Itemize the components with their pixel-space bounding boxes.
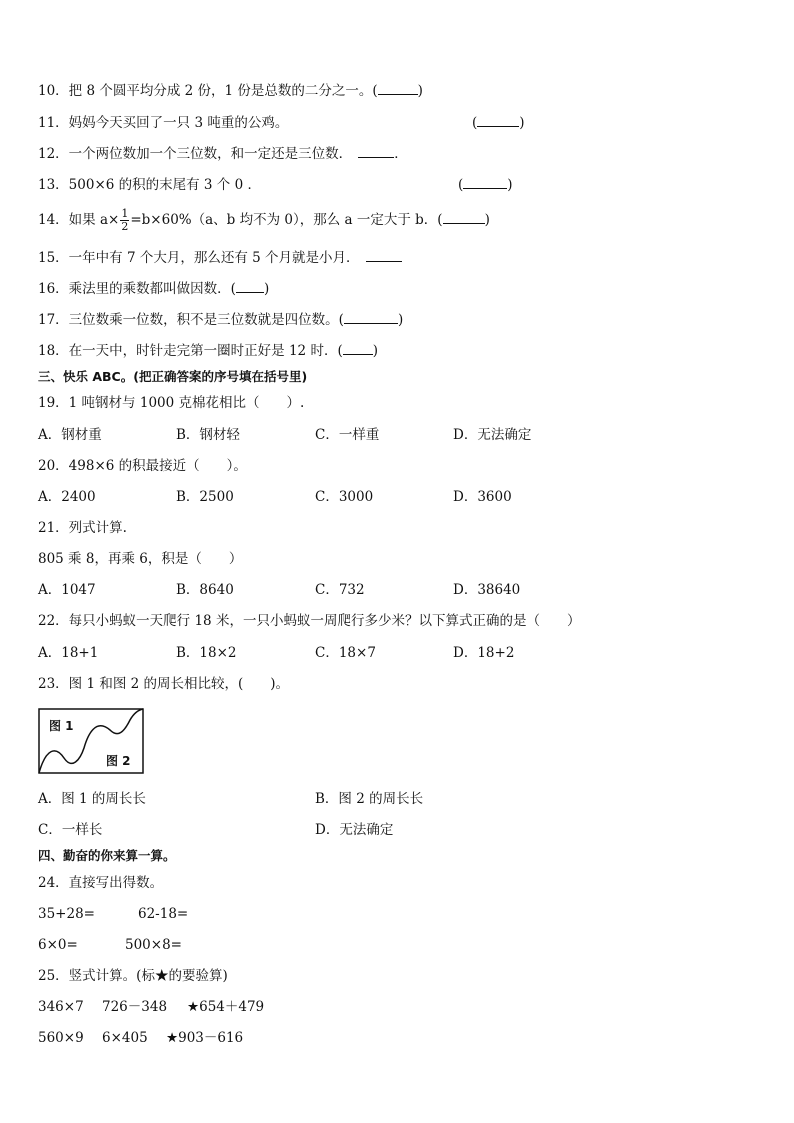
option-c[interactable]: C．一样重 (315, 427, 380, 443)
calc-item: 500×8= (125, 937, 182, 953)
question-23: 23．图 1 和图 2 的周长相比较，( )。 (38, 676, 290, 692)
perimeter-figure (38, 708, 144, 774)
paren-close: ) (507, 177, 513, 193)
option-b[interactable]: B．钢材轻 (176, 427, 240, 443)
option-a[interactable]: A．图 1 的周长长 (38, 791, 146, 807)
question-16 (38, 280, 269, 298)
question-11 (38, 114, 288, 132)
paren-close: ) (372, 343, 378, 359)
option-b[interactable]: B．图 2 的周长长 (315, 791, 424, 807)
option-c[interactable]: C．18×7 (315, 645, 376, 661)
question-18 (38, 342, 378, 360)
paren-open: ( (472, 115, 478, 131)
paren-close: ) (484, 212, 490, 228)
vertical-calc-item: 726－348 (102, 999, 168, 1015)
question-12-text: 12．一个两位数加一个三位数，和一定还是三位数． (38, 146, 353, 162)
question-11-text: 11．妈妈今天买回了一只 3 吨重的公鸡。 (38, 115, 289, 131)
answer-blank[interactable] (344, 311, 398, 324)
paren-close: ) (263, 281, 270, 297)
question-13-text: 13．500×6 的积的末尾有 3 个 0 ． (38, 177, 261, 193)
question-10 (38, 82, 423, 100)
question-12 (38, 145, 408, 163)
answer-blank[interactable] (477, 114, 519, 127)
option-b[interactable]: B．18×2 (176, 645, 237, 661)
calc-item: 35+28= (38, 906, 95, 922)
question-14-text-cont: =b×60%（a、b 均不为 0），那么 a 一定大于 b．( (130, 212, 443, 228)
vertical-calc-item: 6×405 (102, 1030, 148, 1046)
answer-blank[interactable] (358, 145, 394, 158)
option-a[interactable]: A．1047 (38, 582, 96, 598)
question-19: 19．1 吨钢材与 1000 克棉花相比（ ）. (38, 395, 305, 411)
option-d[interactable]: D．38640 (453, 582, 521, 598)
question-13 (38, 176, 261, 194)
question-17-text: 17．三位数乘一位数，积不是三位数就是四位数。( (38, 312, 344, 328)
question-13-answer (458, 176, 513, 194)
option-b[interactable]: B．2500 (176, 489, 234, 505)
option-d[interactable]: D．18+2 (453, 645, 515, 661)
question-15 (38, 249, 402, 267)
question-18-text: 18．在一天中，时针走完第一圈时正好是 12 时．( (38, 343, 343, 359)
question-22: 22．每只小蚂蚁一天爬行 18 米，一只小蚂蚁一周爬行多少米？以下算式正确的是（ ） (38, 613, 581, 629)
option-a[interactable]: A．钢材重 (38, 427, 102, 443)
question-25: 25．竖式计算。(标★的要验算) (38, 968, 228, 984)
section-3-heading: 三、快乐 ABC。(把正确答案的序号填在括号里) (38, 369, 308, 384)
fraction-denominator: 2 (121, 220, 129, 233)
question-11-answer (472, 114, 525, 132)
option-c[interactable]: C．732 (315, 582, 365, 598)
answer-blank[interactable] (366, 249, 402, 262)
option-d[interactable]: D．无法确定 (315, 822, 394, 838)
answer-blank[interactable] (378, 82, 418, 95)
option-d[interactable]: D．3600 (453, 489, 512, 505)
section-4-heading: 四、勤奋的你来算一算。 (38, 848, 176, 863)
question-24: 24．直接写出得数。 (38, 875, 164, 891)
option-a[interactable]: A．18+1 (38, 645, 99, 661)
question-17 (38, 311, 403, 329)
question-21: 21．列式计算. (38, 520, 127, 536)
answer-blank[interactable] (443, 211, 485, 224)
question-14 (38, 206, 490, 234)
option-a[interactable]: A．2400 (38, 489, 96, 505)
figure-2-label: 图 2 (106, 754, 131, 768)
vertical-calc-item: 346×7 (38, 999, 84, 1015)
figure-1-label: 图 1 (49, 719, 74, 733)
option-b[interactable]: B．8640 (176, 582, 234, 598)
option-c[interactable]: C．一样长 (38, 822, 103, 838)
vertical-calc-item: 560×9 (38, 1030, 84, 1046)
question-15-text: 15．一年中有 7 个大月，那么还有 5 个月就是小月． (38, 250, 360, 266)
question-20: 20．498×6 的积最接近（ ）。 (38, 458, 247, 474)
option-d[interactable]: D．无法确定 (453, 427, 532, 443)
answer-blank[interactable] (463, 176, 507, 189)
calc-item: 62-18= (138, 906, 189, 922)
fraction-numerator: 1 (121, 207, 129, 220)
paren-open: ( (458, 177, 464, 193)
answer-blank[interactable] (236, 280, 264, 293)
paren-close: ) (417, 83, 423, 99)
vertical-calc-item: ★654＋479 (187, 999, 265, 1015)
paren-close: ) (397, 312, 404, 328)
period: ． (394, 146, 408, 162)
vertical-calc-item: ★903－616 (166, 1030, 244, 1046)
answer-blank[interactable] (343, 342, 373, 355)
question-16-text: 16．乘法里的乘数都叫做因数．( (38, 281, 236, 297)
calc-item: 6×0= (38, 937, 78, 953)
paren-close: ) (519, 115, 525, 131)
fraction-one-half (120, 208, 129, 233)
option-c[interactable]: C．3000 (315, 489, 374, 505)
question-21-sub: 805 乘 8，再乘 6，积是（ ） (38, 551, 243, 567)
question-10-text: 10．把 8 个圆平均分成 2 份，1 份是总数的二分之一。( (38, 83, 378, 99)
question-14-text: 14．如果 a× (38, 212, 120, 228)
